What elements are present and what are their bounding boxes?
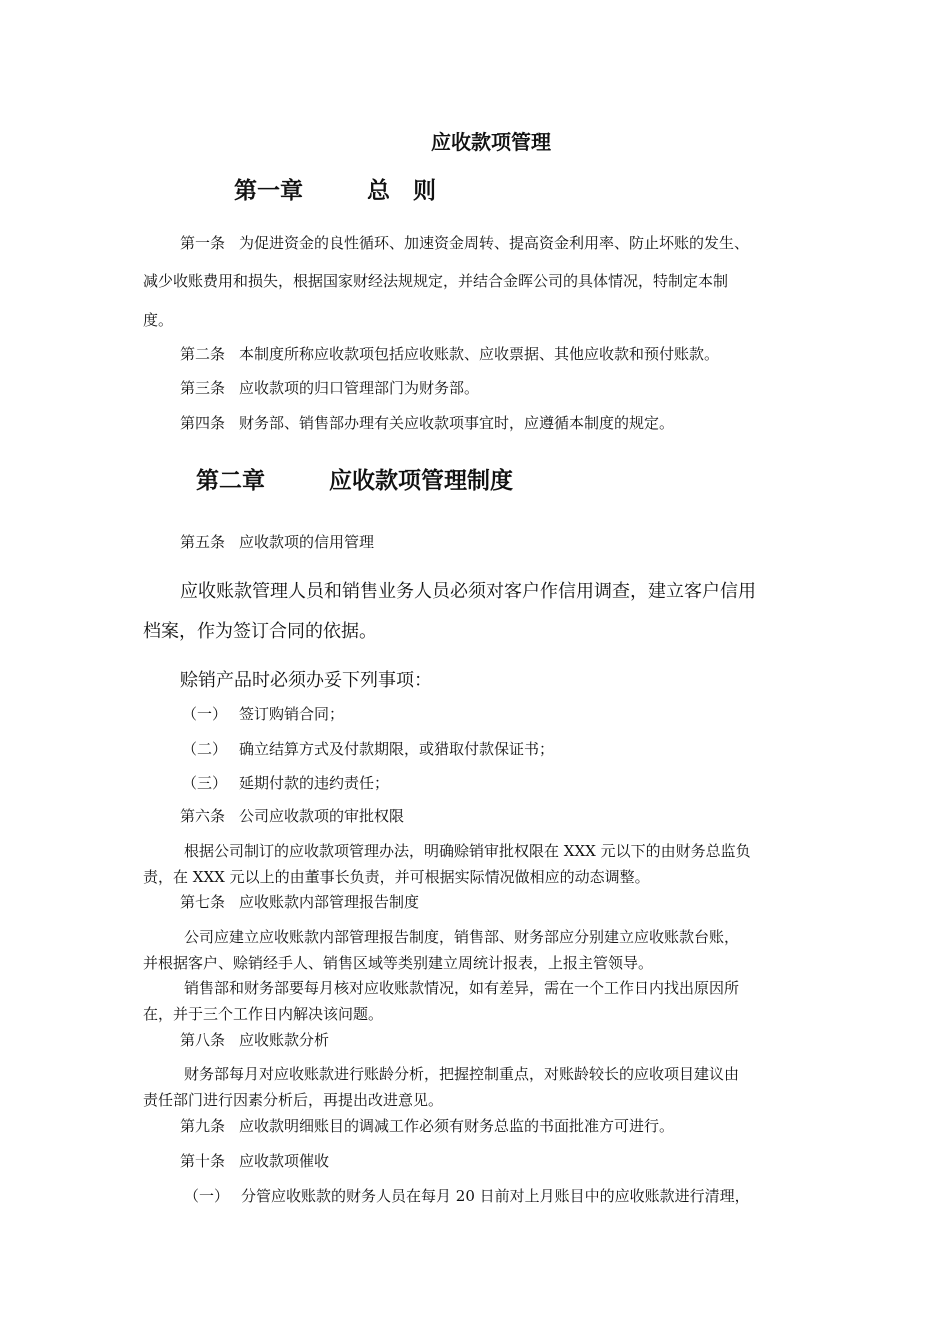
article-8-label: 第八条 [180, 1031, 226, 1049]
article-4 [180, 412, 674, 433]
article-3 [180, 377, 479, 398]
article-10-text: 应收款项催收 [239, 1152, 330, 1170]
article-1-label: 第一条 [180, 234, 226, 252]
chapter1-heading [234, 172, 436, 205]
credit-paragraph-line-2: 档案，作为签订合同的依据。 [143, 621, 377, 642]
credit-item-3-text: 延期付款的违约责任； [239, 774, 390, 792]
credit-paragraph-line-1: 应收账款管理人员和销售业务人员必须对客户作信用调查，建立客户信用 [180, 581, 756, 602]
article-7-label: 第七条 [180, 893, 226, 911]
report-paragraph-1-line-2: 并根据客户、赊销经手人、销售区域等类别建立周统计报表，上报主管领导。 [143, 954, 654, 972]
chapter1-number: 第一章 [234, 178, 303, 204]
article-9-label: 第九条 [180, 1117, 226, 1135]
report-paragraph-1-line-1: 公司应建立应收账款内部管理报告制度，销售部、财务部应分别建立应收账款台账， [184, 928, 740, 946]
approval-paragraph-line-1: 根据公司制订的应收款项管理办法，明确赊销审批权限在 XXX 元以下的由财务总监负 [184, 842, 751, 860]
chapter2-heading [196, 462, 513, 495]
credit-item-3-marker: （三） [182, 774, 228, 792]
article-9 [180, 1115, 674, 1136]
approval-paragraph-line-2: 责，在 XXX 元以上的由董事长负责，并可根据实际情况做相应的动态调整。 [143, 868, 650, 886]
article-1-line-2: 减少收账费用和损失，根据国家财经法规规定，并结合金晖公司的具体情况，特制定本制 [143, 272, 729, 290]
chapter2-name: 应收款项管理制度 [329, 468, 513, 494]
article-2-label: 第二条 [180, 345, 226, 363]
credit-item-1-text: 签订购销合同； [239, 705, 345, 723]
collect-item-1-marker: （一） [184, 1187, 230, 1205]
article-10 [180, 1150, 329, 1171]
article-7 [180, 891, 419, 912]
article-3-text: 应收款项的归口管理部门为财务部。 [239, 379, 480, 397]
chapter1-name: 总 则 [367, 178, 436, 204]
article-10-label: 第十条 [180, 1152, 226, 1170]
credit-item-1-marker: （一） [182, 705, 228, 723]
article-6 [180, 805, 404, 826]
collect-item-1 [184, 1185, 750, 1206]
analysis-paragraph-line-2: 责任部门进行因素分析后，再提出改进意见。 [143, 1091, 444, 1109]
report-paragraph-2-line-2: 在，并于三个工作日内解决该问题。 [143, 1005, 384, 1023]
article-6-label: 第六条 [180, 807, 226, 825]
article-5 [180, 531, 374, 552]
article-2 [180, 343, 719, 364]
article-7-text: 应收账款内部管理报告制度 [239, 893, 420, 911]
analysis-paragraph-line-1: 财务部每月对应收账款进行账龄分析，把握控制重点，对账龄较长的应收项目建议由 [184, 1065, 740, 1083]
chapter2-number: 第二章 [196, 468, 265, 494]
collect-item-1-text: 分管应收账款的财务人员在每月 20 日前对上月账目中的应收账款进行清理， [241, 1187, 750, 1205]
article-1-text-line-1: 为促进资金的良性循环、加速资金周转、提高资金利用率、防止坏账的发生、 [239, 234, 750, 252]
article-1-line-1 [180, 232, 749, 253]
article-5-text: 应收款项的信用管理 [239, 533, 375, 551]
article-4-label: 第四条 [180, 414, 226, 432]
article-1-line-3: 度。 [143, 311, 174, 329]
article-4-text: 财务部、销售部办理有关应收款项事宜时，应遵循本制度的规定。 [239, 414, 675, 432]
credit-item-1 [182, 703, 344, 724]
credit-item-3 [182, 772, 389, 793]
credit-item-2-text: 确立结算方式及付款期限，或猎取付款保证书； [239, 740, 555, 758]
article-8-text: 应收账款分析 [239, 1031, 330, 1049]
report-paragraph-2-line-1: 销售部和财务部要每月核对应收账款情况，如有差异，需在一个工作日内找出原因所 [184, 979, 740, 997]
article-8 [180, 1029, 329, 1050]
article-5-label: 第五条 [180, 533, 226, 551]
credit-sale-intro: 赊销产品时必须办妥下列事项： [180, 670, 432, 691]
article-2-text: 本制度所称应收款项包括应收账款、应收票据、其他应收款和预付账款。 [239, 345, 720, 363]
article-3-label: 第三条 [180, 379, 226, 397]
article-9-text: 应收款明细账目的调减工作必须有财务总监的书面批准方可进行。 [239, 1117, 675, 1135]
credit-item-2 [182, 738, 554, 759]
article-6-text: 公司应收款项的审批权限 [239, 807, 405, 825]
credit-item-2-marker: （二） [182, 740, 228, 758]
document-title: 应收款项管理 [431, 130, 551, 154]
